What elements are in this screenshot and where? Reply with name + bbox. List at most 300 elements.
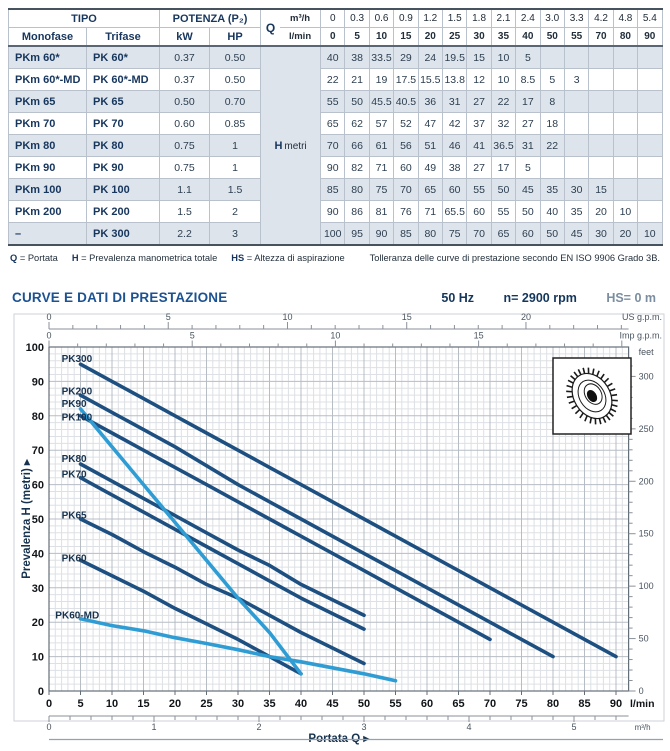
svg-text:200: 200 — [638, 476, 654, 487]
header-lmin-value: 50 — [540, 28, 564, 47]
cell-hp: 2 — [210, 201, 261, 223]
header-m3h-value: 1.8 — [467, 9, 491, 28]
cell-monofase: PKm 100 — [9, 179, 87, 201]
svg-text:50: 50 — [357, 698, 371, 710]
header-m3h-value: 1.2 — [418, 9, 442, 28]
svg-text:45: 45 — [326, 698, 339, 710]
cell-trifase: PK 300 — [87, 223, 160, 246]
cell-monofase: PKm 60*-MD — [9, 69, 87, 91]
cell-hp: 3 — [210, 223, 261, 246]
cell-head-value: 85 — [321, 179, 345, 201]
x-axis-title: Portata Q ▸ — [308, 733, 370, 745]
svg-text:10: 10 — [330, 330, 341, 341]
col-kw: kW — [160, 28, 210, 47]
curve-label-PK60: PK60 — [61, 553, 87, 565]
cell-head-value — [638, 135, 662, 157]
cell-head-value — [638, 91, 662, 113]
svg-text:15: 15 — [137, 698, 150, 710]
performance-chart — [0, 309, 670, 751]
cell-head-value: 29 — [394, 46, 418, 69]
cell-trifase: PK 65 — [87, 91, 160, 113]
cell-head-value: 24 — [418, 46, 442, 69]
cell-head-value: 27 — [467, 91, 491, 113]
cell-head-value — [589, 46, 613, 69]
cell-kw: 1.1 — [160, 179, 210, 201]
curve-label-PK60-MD: PK60-MD — [55, 610, 100, 622]
h-metri-cell: H metri — [261, 46, 321, 245]
col-trifase: Trifase — [87, 28, 160, 47]
cell-head-value: 45.5 — [369, 91, 393, 113]
cell-head-value: 10 — [491, 69, 515, 91]
cell-hp: 1 — [210, 135, 261, 157]
cell-head-value — [613, 46, 637, 69]
header-m3h-value: 4.2 — [589, 9, 613, 28]
header-lmin-value: 5 — [345, 28, 369, 47]
cell-head-value: 70 — [394, 179, 418, 201]
cell-trifase: PK 100 — [87, 179, 160, 201]
cell-head-value: 36.5 — [491, 135, 515, 157]
cell-monofase: PKm 70 — [9, 113, 87, 135]
table-header — [9, 9, 663, 46]
svg-text:l/min: l/min — [630, 698, 655, 710]
cell-head-value — [638, 69, 662, 91]
header-m3h-value: 0 — [321, 9, 345, 28]
cell-head-value: 8.5 — [516, 69, 540, 91]
cell-trifase: PK 80 — [87, 135, 160, 157]
svg-text:5: 5 — [165, 312, 171, 322]
cell-head-value: 27 — [467, 157, 491, 179]
cell-hp: 1 — [210, 157, 261, 179]
header-row-1 — [9, 9, 663, 28]
chart-area — [0, 309, 670, 751]
svg-text:65: 65 — [452, 698, 465, 710]
svg-text:0: 0 — [46, 722, 52, 732]
svg-text:1: 1 — [151, 722, 157, 732]
cell-head-value — [638, 179, 662, 201]
cell-head-value: 35 — [540, 179, 564, 201]
q-unit-m3h: m³/h — [280, 11, 320, 29]
cell-head-value: 42 — [443, 113, 467, 135]
svg-text:5: 5 — [571, 722, 577, 732]
cell-head-value: 71 — [418, 201, 442, 223]
svg-text:30: 30 — [31, 582, 44, 595]
cell-head-value — [613, 113, 637, 135]
table-row — [9, 201, 663, 223]
svg-text:60: 60 — [420, 698, 434, 710]
header-lmin-value: 35 — [491, 28, 515, 47]
header-lmin-value: 70 — [589, 28, 613, 47]
cell-head-value: 33.5 — [369, 46, 393, 69]
header-m3h-value: 3.0 — [540, 9, 564, 28]
curve-PK90 — [81, 409, 302, 674]
section-header — [12, 290, 656, 305]
cell-head-value: 3 — [564, 69, 588, 91]
spec-frequency: 50 Hz — [441, 291, 475, 305]
cell-head-value — [613, 91, 637, 113]
header-lmin-value: 25 — [443, 28, 467, 47]
page-title: CURVE E DATI DI PRESTAZIONE — [12, 290, 228, 305]
cell-head-value — [589, 135, 613, 157]
cell-head-value: 65 — [491, 223, 515, 246]
cell-head-value — [589, 91, 613, 113]
curve-label-PK65: PK65 — [61, 510, 87, 522]
cell-head-value: 65.5 — [443, 201, 467, 223]
cell-hp: 0.85 — [210, 113, 261, 135]
cell-head-value — [564, 157, 588, 179]
svg-text:20: 20 — [520, 312, 531, 322]
cell-head-value: 81 — [369, 201, 393, 223]
cell-head-value — [613, 179, 637, 201]
curve-label-PK80: PK80 — [61, 453, 87, 465]
cell-head-value: 17.5 — [394, 69, 418, 91]
cell-head-value: 41 — [467, 135, 491, 157]
cell-head-value: 45 — [516, 179, 540, 201]
svg-text:15: 15 — [473, 330, 484, 341]
cell-head-value: 90 — [369, 223, 393, 246]
curve-PK300 — [81, 364, 617, 656]
cell-head-value: 10 — [613, 201, 637, 223]
cell-head-value — [638, 201, 662, 223]
cell-head-value: 27 — [516, 113, 540, 135]
cell-kw: 0.75 — [160, 157, 210, 179]
cell-head-value: 60 — [467, 201, 491, 223]
svg-text:35: 35 — [263, 698, 276, 710]
cell-head-value: 80 — [345, 179, 369, 201]
cell-head-value: 30 — [589, 223, 613, 246]
cell-head-value — [589, 69, 613, 91]
svg-text:5: 5 — [77, 698, 84, 710]
svg-text:85: 85 — [578, 698, 591, 710]
cell-head-value: 45 — [564, 223, 588, 246]
cell-monofase: PKm 200 — [9, 201, 87, 223]
table-row — [9, 113, 663, 135]
cell-hp: 0.70 — [210, 91, 261, 113]
cell-head-value: 37 — [467, 113, 491, 135]
header-lmin-value: 55 — [564, 28, 588, 47]
cell-head-value: 65 — [418, 179, 442, 201]
cell-head-value: 31 — [443, 91, 467, 113]
svg-text:50: 50 — [638, 633, 649, 644]
cell-hp: 0.50 — [210, 46, 261, 69]
cell-head-value: 55 — [491, 201, 515, 223]
svg-text:80: 80 — [546, 698, 560, 710]
cell-head-value: 51 — [418, 135, 442, 157]
q-header-cell — [261, 9, 321, 46]
cell-head-value: 17 — [516, 91, 540, 113]
cell-head-value: 49 — [418, 157, 442, 179]
y-axis-title: Prevalenza H (metri) ▸ — [21, 459, 33, 579]
svg-text:5: 5 — [189, 330, 195, 341]
header-m3h-value: 0.6 — [369, 9, 393, 28]
svg-text:4: 4 — [466, 722, 472, 732]
svg-text:90: 90 — [31, 376, 44, 389]
col-monofase: Monofase — [9, 28, 87, 47]
svg-text:60: 60 — [31, 479, 44, 492]
svg-text:10: 10 — [105, 698, 119, 710]
cell-head-value — [638, 157, 662, 179]
cell-head-value: 30 — [564, 179, 588, 201]
cell-head-value: 60 — [516, 223, 540, 246]
cell-head-value: 75 — [443, 223, 467, 246]
svg-text:300: 300 — [638, 371, 654, 382]
header-m3h-value: 2.1 — [491, 9, 515, 28]
cell-head-value: 82 — [345, 157, 369, 179]
cell-head-value: 55 — [467, 179, 491, 201]
svg-text:20: 20 — [168, 698, 182, 710]
cell-head-value — [589, 113, 613, 135]
cell-head-value: 60 — [443, 179, 467, 201]
cell-head-value — [613, 135, 637, 157]
table-row — [9, 157, 663, 179]
cell-head-value: 19 — [369, 69, 393, 91]
cell-head-value: 95 — [345, 223, 369, 246]
svg-text:10: 10 — [31, 651, 44, 664]
legend-item: HS = Altezza di aspirazione — [231, 253, 345, 263]
svg-text:70: 70 — [483, 698, 497, 710]
cell-head-value: 31 — [516, 135, 540, 157]
header-lmin-value: 80 — [613, 28, 637, 47]
table-row — [9, 46, 663, 69]
cell-head-value — [613, 157, 637, 179]
svg-text:0: 0 — [37, 686, 44, 698]
cell-head-value: 90 — [321, 157, 345, 179]
cell-head-value: 62 — [345, 113, 369, 135]
cell-head-value: 40 — [540, 201, 564, 223]
cell-head-value: 12 — [467, 69, 491, 91]
svg-text:75: 75 — [515, 698, 528, 710]
cell-hp: 1.5 — [210, 179, 261, 201]
svg-text:100: 100 — [25, 342, 44, 354]
footnote-tolerance: Tolleranza delle curve di prestazione secondo EN ISO 9906 Grado 3B. — [369, 253, 660, 263]
svg-text:70: 70 — [31, 445, 44, 458]
cell-head-value: 22 — [540, 135, 564, 157]
header-m3h-value: 4.8 — [613, 9, 637, 28]
cell-head-value: 15 — [589, 179, 613, 201]
cell-head-value: 76 — [394, 201, 418, 223]
header-lmin-value: 0 — [321, 28, 345, 47]
cell-head-value: 60 — [394, 157, 418, 179]
svg-text:feet: feet — [638, 347, 654, 357]
cell-head-value: 61 — [369, 135, 393, 157]
cell-head-value: 8 — [540, 91, 564, 113]
cell-monofase: PKm 65 — [9, 91, 87, 113]
cell-head-value: 47 — [418, 113, 442, 135]
cell-head-value: 5 — [540, 69, 564, 91]
svg-text:3: 3 — [361, 722, 367, 732]
cell-head-value: 71 — [369, 157, 393, 179]
svg-text:150: 150 — [638, 528, 654, 539]
cell-head-value — [564, 46, 588, 69]
cell-hp: 0.50 — [210, 69, 261, 91]
cell-monofase: PKm 60* — [9, 46, 87, 69]
cell-kw: 0.37 — [160, 46, 210, 69]
svg-text:0: 0 — [45, 698, 53, 710]
cell-trifase: PK 60* — [87, 46, 160, 69]
cell-head-value: 46 — [443, 135, 467, 157]
curve-label-PK90: PK90 — [61, 398, 87, 410]
performance-table — [8, 8, 663, 246]
header-row-2 — [9, 28, 663, 47]
cell-head-value: 70 — [321, 135, 345, 157]
curve-PK100 — [81, 416, 491, 640]
svg-text:50: 50 — [31, 514, 44, 526]
cell-head-value: 5 — [516, 46, 540, 69]
curve-label-PK100: PK100 — [61, 412, 93, 424]
cell-head-value: 75 — [369, 179, 393, 201]
cell-head-value: 38 — [345, 46, 369, 69]
cell-head-value — [589, 157, 613, 179]
spec-speed: n= 2900 rpm — [503, 291, 577, 305]
table-body — [9, 46, 663, 245]
cell-head-value — [564, 91, 588, 113]
svg-text:0: 0 — [46, 330, 52, 341]
cell-head-value: 32 — [491, 113, 515, 135]
cell-head-value — [564, 113, 588, 135]
cell-head-value: 52 — [394, 113, 418, 135]
svg-text:15: 15 — [401, 312, 412, 322]
cell-head-value: 15 — [467, 46, 491, 69]
cell-head-value: 65 — [321, 113, 345, 135]
cell-head-value: 57 — [369, 113, 393, 135]
cell-monofase: – — [9, 223, 87, 246]
cell-head-value: 90 — [321, 201, 345, 223]
header-m3h-value: 0.9 — [394, 9, 418, 28]
cell-head-value: 19.5 — [443, 46, 467, 69]
svg-text:30: 30 — [231, 698, 245, 710]
cell-head-value: 20 — [613, 223, 637, 246]
cell-kw: 2.2 — [160, 223, 210, 246]
cell-head-value — [638, 113, 662, 135]
curve-label-PK70: PK70 — [61, 469, 87, 481]
cell-kw: 0.60 — [160, 113, 210, 135]
cell-head-value: 20 — [589, 201, 613, 223]
cell-trifase: PK 90 — [87, 157, 160, 179]
legend-item: H = Prevalenza manometrica totale — [71, 253, 218, 263]
cell-head-value: 15.5 — [418, 69, 442, 91]
cell-monofase: PKm 80 — [9, 135, 87, 157]
cell-head-value: 21 — [345, 69, 369, 91]
cell-head-value: 66 — [345, 135, 369, 157]
svg-text:80: 80 — [31, 410, 44, 423]
cell-head-value: 10 — [638, 223, 662, 246]
cell-trifase: PK 200 — [87, 201, 160, 223]
cell-head-value: 70 — [467, 223, 491, 246]
svg-text:40: 40 — [31, 548, 44, 561]
svg-text:40: 40 — [294, 698, 308, 710]
cell-kw: 0.37 — [160, 69, 210, 91]
spec-suction: HS= 0 m — [606, 291, 656, 305]
cell-head-value: 36 — [418, 91, 442, 113]
svg-text:10: 10 — [282, 312, 293, 322]
cell-head-value: 80 — [418, 223, 442, 246]
svg-text:0: 0 — [638, 686, 644, 696]
cell-head-value: 85 — [394, 223, 418, 246]
cell-head-value: 100 — [321, 223, 345, 246]
cell-head-value: 86 — [345, 201, 369, 223]
cell-trifase: PK 70 — [87, 113, 160, 135]
cell-head-value: 18 — [540, 113, 564, 135]
cell-head-value — [613, 69, 637, 91]
datasheet-page — [0, 8, 670, 751]
operating-specs — [415, 291, 656, 305]
curve-label-PK300: PK300 — [61, 354, 93, 366]
col-group-potenza: POTENZA (P₂) — [160, 9, 261, 28]
legend-item: Q = Portata — [10, 253, 58, 263]
cell-head-value: 40 — [321, 46, 345, 69]
cell-head-value: 56 — [394, 135, 418, 157]
cell-head-value — [564, 135, 588, 157]
svg-text:90: 90 — [609, 698, 623, 710]
header-m3h-value: 2.4 — [516, 9, 540, 28]
header-m3h-value: 0.3 — [345, 9, 369, 28]
cell-head-value: 50 — [516, 201, 540, 223]
cell-kw: 0.75 — [160, 135, 210, 157]
cell-head-value: 22 — [321, 69, 345, 91]
svg-text:25: 25 — [200, 698, 213, 710]
cell-head-value: 13.8 — [443, 69, 467, 91]
header-lmin-value: 10 — [369, 28, 393, 47]
table-row — [9, 91, 663, 113]
header-m3h-value: 1.5 — [443, 9, 467, 28]
svg-text:0: 0 — [46, 312, 52, 322]
table-row — [9, 179, 663, 201]
cell-kw: 0.50 — [160, 91, 210, 113]
cell-head-value — [638, 46, 662, 69]
cell-head-value: 50 — [345, 91, 369, 113]
header-lmin-value: 15 — [394, 28, 418, 47]
svg-text:Imp g.p.m.: Imp g.p.m. — [619, 330, 662, 341]
table-row — [9, 223, 663, 246]
table-row — [9, 135, 663, 157]
table-footnote — [10, 253, 660, 263]
curve-label-PK200: PK200 — [61, 386, 93, 398]
cell-trifase: PK 60*-MD — [87, 69, 160, 91]
cell-head-value: 17 — [491, 157, 515, 179]
cell-head-value: 50 — [491, 179, 515, 201]
cell-head-value: 40.5 — [394, 91, 418, 113]
svg-text:20: 20 — [31, 617, 44, 630]
svg-text:55: 55 — [389, 698, 402, 710]
header-m3h-value: 3.3 — [564, 9, 588, 28]
cell-head-value: 38 — [443, 157, 467, 179]
svg-text:250: 250 — [638, 423, 654, 434]
cell-head-value — [540, 157, 564, 179]
header-m3h-value: 5.4 — [638, 9, 662, 28]
svg-text:m³/h: m³/h — [634, 723, 651, 732]
svg-text:US g.p.m.: US g.p.m. — [621, 312, 662, 322]
q-unit-lmin: l/min — [288, 30, 312, 42]
svg-text:100: 100 — [638, 581, 654, 592]
header-lmin-value: 30 — [467, 28, 491, 47]
col-group-tipo: TIPO — [9, 9, 160, 28]
cell-head-value: 50 — [540, 223, 564, 246]
cell-head-value: 55 — [321, 91, 345, 113]
cell-kw: 1.5 — [160, 201, 210, 223]
table-row — [9, 69, 663, 91]
cell-head-value: 22 — [491, 91, 515, 113]
cell-head-value: 5 — [516, 157, 540, 179]
header-lmin-value: 20 — [418, 28, 442, 47]
cell-monofase: PKm 90 — [9, 157, 87, 179]
cell-head-value — [540, 46, 564, 69]
svg-text:2: 2 — [256, 722, 262, 732]
header-lmin-value: 40 — [516, 28, 540, 47]
cell-head-value: 10 — [491, 46, 515, 69]
col-hp: HP — [210, 28, 261, 47]
footnote-legend — [10, 253, 359, 263]
cell-head-value: 35 — [564, 201, 588, 223]
q-label: Q — [265, 20, 276, 35]
